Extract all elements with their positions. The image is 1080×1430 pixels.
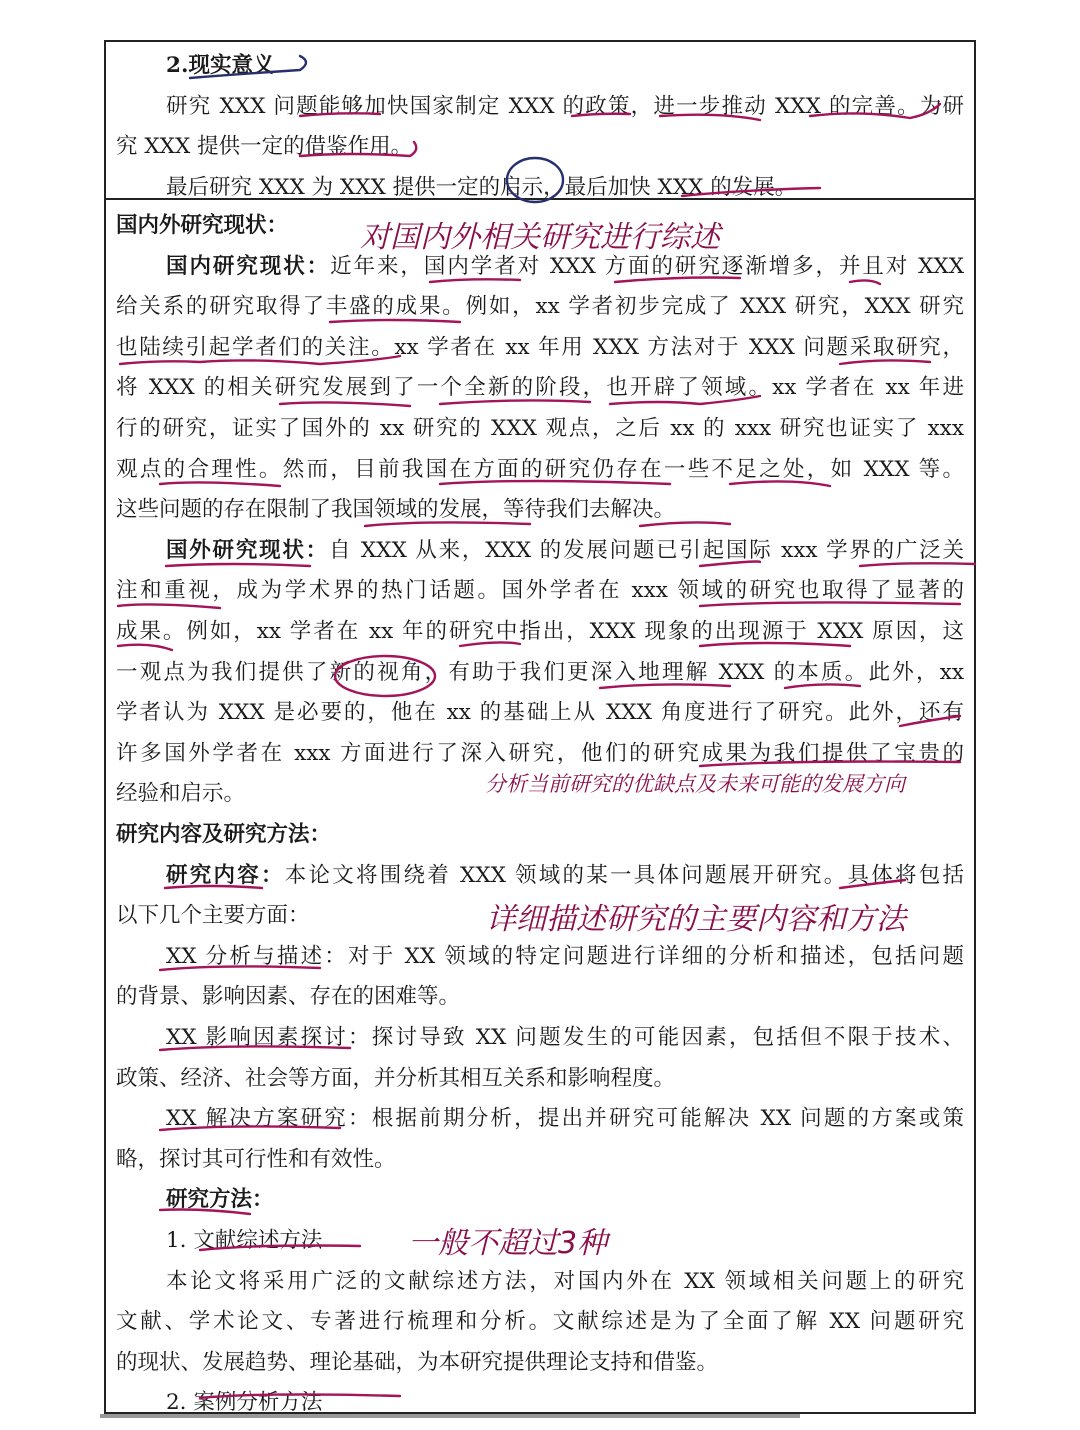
text-line: 给关系的研究取得了丰盛的成果。例如，xx 学者初步完成了 XXX 研究，XXX 研究 xyxy=(116,294,964,320)
text-line: 观点的合理性。然而，目前我国在方面的研究仍存在一些不足之处，如 XXX 等。 xyxy=(116,456,964,482)
text-line: 经验和启示。 xyxy=(116,781,246,807)
text-line: 也陆续引起学者们的关注。xx 学者在 xx 年用 XXX 方法对于 XXX 问题采取研究， xyxy=(116,334,964,360)
text-line: 研究 XXX 问题能够加快国家制定 XXX 的政策，进一步推动 XXX 的完善。为研 xyxy=(166,93,964,119)
section-heading: 2.现实意义 xyxy=(166,53,275,78)
section-heading: 研究内容及研究方法： xyxy=(116,822,332,847)
method-title: 2. 案例分析方法 xyxy=(166,1390,323,1416)
text-line: 成果。例如，xx 学者在 xx 年的研究中指出，XXX 现象的出现源于 XXX 原因，这 xyxy=(116,618,964,644)
text-line: 国内研究现状：近年来，国内学者对 XXX 方面的研究逐渐增多，并且对 XXX xyxy=(166,253,964,279)
text-line: 这些问题的存在限制了我国领域的发展，等待我们去解决。 xyxy=(116,497,676,523)
text-line: 的背景、影响因素、存在的困难等。 xyxy=(116,984,461,1010)
text-line: 将 XXX 的相关研究发展到了一个全新的阶段，也开辟了领域。xx 学者在 xx 年进 xyxy=(116,375,964,401)
text-line: 行的研究，证实了国外的 xx 研究的 XXX 观点，之后 xx 的 xxx 研究也证实了 xxx xyxy=(116,415,964,441)
section-practical-significance xyxy=(116,46,964,208)
item-label: XX 影响因素探讨： xyxy=(166,1024,372,1050)
text-line: 注和重视，成为学术界的热门话题。国外学者在 xxx 领域的研究也取得了显著的 xyxy=(116,578,964,604)
text-line: 政策、经济、社会等方面，并分析其相互关系和影响程度。 xyxy=(116,1065,676,1091)
subsection-label: 研究内容： xyxy=(166,862,285,888)
methods-heading: 研究方法： xyxy=(166,1187,274,1213)
handwritten-note-review: 对国内外相关研究进行综述 xyxy=(360,220,720,255)
section-research-status xyxy=(116,206,964,815)
text-line: 本论文将采用广泛的文献综述方法，对国内外在 XX 领域相关问题上的研究 xyxy=(166,1268,964,1294)
text-line: 研究内容：本论文将围绕着 XXX 领域的某一具体问题展开研究。具体将包括 xyxy=(166,862,964,888)
text-line: 一观点为我们提供了新的视角，有助于我们更深入地理解 XXX 的本质。此外，xx xyxy=(116,659,964,685)
text-line: 最后研究 XXX 为 XXX 提供一定的启示，最后加快 XXX 的发展。 xyxy=(166,174,797,200)
text-line: XX 解决方案研究：根据前期分析，提出并研究可能解决 XX 问题的方案或策 xyxy=(166,1106,964,1132)
text-line: 学者认为 XXX 是必要的，他在 xx 的基础上从 XXX 角度进行了研究。此外，还有 xyxy=(116,700,964,726)
method-title: 1. 文献综述方法 xyxy=(166,1227,323,1253)
handwritten-note-analysis: 分析当前研究的优缺点及未来可能的发展方向 xyxy=(485,772,905,796)
text-line: 略，探讨其可行性和有效性。 xyxy=(116,1146,396,1172)
text-line: XX 影响因素探讨：探讨导致 XX 问题发生的可能因素，包括但不限于技术、 xyxy=(166,1024,964,1050)
subsection-label: 国外研究现状： xyxy=(166,537,329,563)
text-line: 许多国外学者在 xxx 方面进行了深入研究，他们的研究成果为我们提供了宝贵的 xyxy=(116,740,964,766)
text-line: 的现状、发展趋势、理论基础，为本研究提供理论支持和借鉴。 xyxy=(116,1349,719,1375)
handwritten-note-methods-count: 一般不超过3种 xyxy=(408,1226,608,1261)
item-label: XX 分析与描述： xyxy=(166,943,349,969)
text-line: XX 分析与描述：对于 XX 领域的特定问题进行详细的分析和描述，包括问题 xyxy=(166,943,964,969)
handwritten-note-content: 详细描述研究的主要内容和方法 xyxy=(486,902,906,937)
item-label: XX 解决方案研究： xyxy=(166,1106,372,1132)
text-line: 究 XXX 提供一定的借鉴作用。 xyxy=(116,134,413,160)
text-line: 以下几个主要方面： xyxy=(116,903,310,929)
text-line: 国外研究现状：自 XXX 从来，XXX 的发展问题已引起国际 xxx 学界的广泛关 xyxy=(166,537,964,563)
subsection-label: 国内研究现状： xyxy=(166,253,331,279)
section-heading: 国内外研究现状： xyxy=(116,213,289,238)
text-line: 文献、学术论文、专著进行梳理和分析。文献综述是为了全面了解 XX 问题研究 xyxy=(116,1309,964,1335)
